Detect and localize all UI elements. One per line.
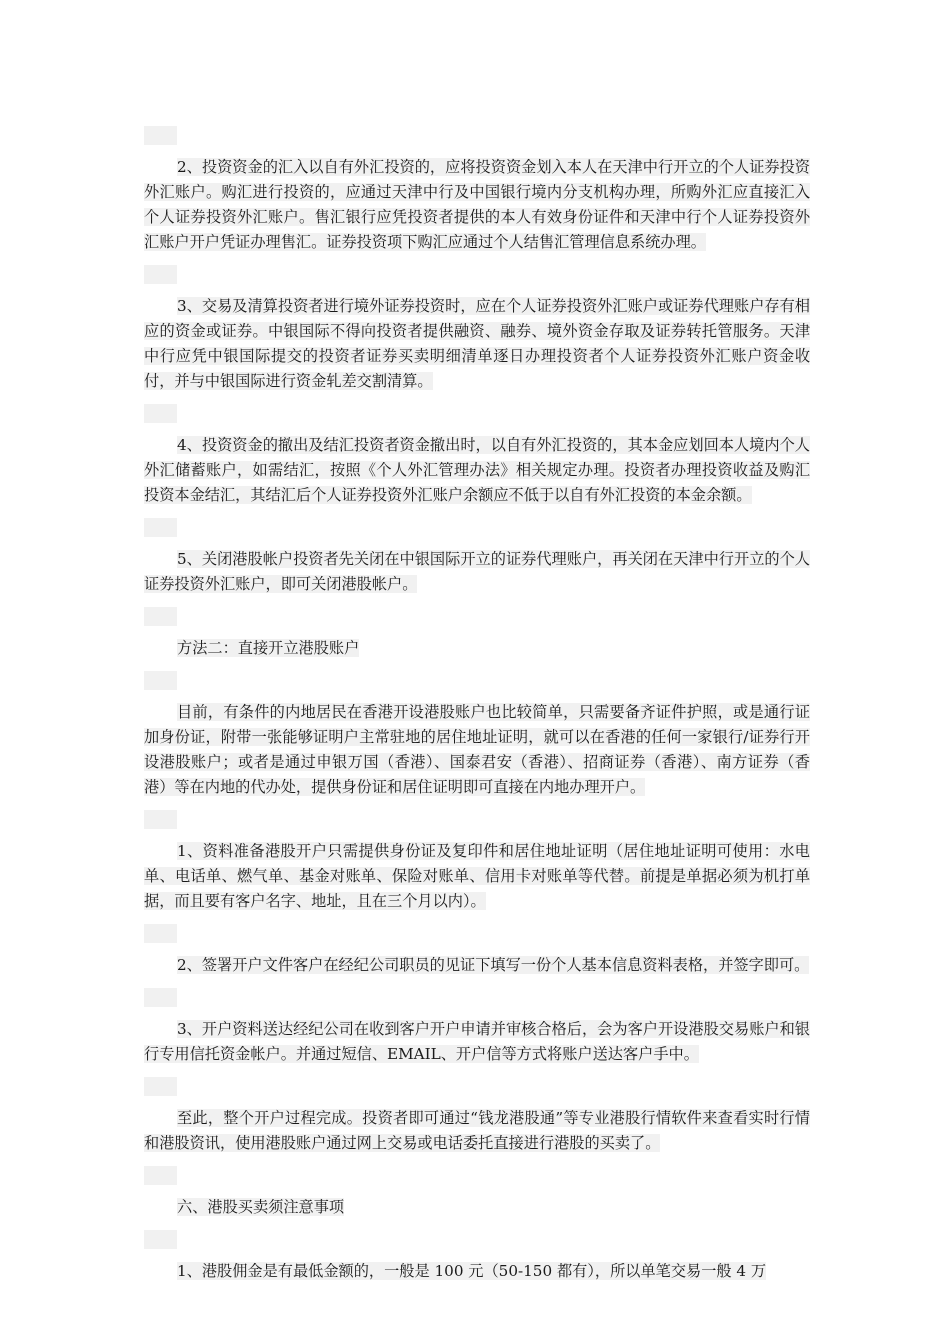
paragraph (144, 700, 810, 800)
paragraph-text: 4、投资资金的撤出及结汇投资者资金撤出时，以自有外汇投资的，其本金应划回本人境内个人外汇储蓄账户，如需结汇，按照《个人外汇管理办法》相关规定办理。投资者办理投资收益及购汇投资本金结汇，其结汇后个人证券投资外汇账户余额应不低于以自有外汇投资的本金余额。 (144, 436, 810, 504)
paragraph-text: 方法二：直接开立港股账户 (177, 639, 360, 657)
paragraph-text: 目前，有条件的内地居民在香港开设港股账户也比较简单，只需要备齐证件护照，或是通行证加身份证，附带一张能够证明户主常驻地的居住地址证明，就可以在香港的任何一家银行/证券行开设港股账户；或者是通过申银万国（香港）、国泰君安（香港）、招商证券（香港）、南方证券（香港）等在内地的代办处，提供身份证和居住证明即可直接在内地办理开户。 (144, 703, 810, 796)
paragraph (144, 1259, 810, 1284)
empty-line (144, 404, 177, 423)
paragraph-text: 1、资料准备港股开户只需提供身份证及复印件和居住地址证明（居住地址证明可使用：水电单、电话单、燃气单、基金对账单、保险对账单、信用卡对账单等代替。前提是单据必须为机打单据，而且要有客户名字、地址，且在三个月以内）。 (144, 842, 810, 910)
empty-line (144, 265, 177, 284)
empty-line (144, 988, 177, 1007)
paragraph (144, 1106, 810, 1156)
paragraph (144, 433, 810, 508)
paragraph (144, 1017, 810, 1067)
empty-line (144, 810, 177, 829)
empty-line (144, 607, 177, 626)
paragraph (144, 294, 810, 394)
paragraph-text: 3、交易及清算投资者进行境外证券投资时，应在个人证券投资外汇账户或证券代理账户存有相应的资金或证券。中银国际不得向投资者提供融资、融券、境外资金存取及证券转托管服务。天津中行应凭中银国际提交的投资者证券买卖明细清单逐日办理投资者个人证券投资外汇账户资金收付，并与中银国际进行资金轧差交割清算。 (144, 297, 810, 390)
paragraph (144, 839, 810, 914)
paragraph-text: 2、签署开户文件客户在经纪公司职员的见证下填写一份个人基本信息资料表格，并签字即可。 (177, 956, 810, 974)
empty-line (144, 126, 177, 145)
empty-line (144, 1230, 177, 1249)
paragraph (144, 547, 810, 597)
paragraph-text: 1、港股佣金是有最低金额的，一般是 100 元（50-150 都有），所以单笔交易一般 4 万 (177, 1262, 767, 1280)
document-page (144, 126, 810, 1294)
empty-line (144, 924, 177, 943)
paragraph-text: 3、开户资料送达经纪公司在收到客户开户申请并审核合格后，会为客户开设港股交易账户和银行专用信托资金帐户。并通过短信、EMAIL、开户信等方式将账户送达客户手中。 (144, 1020, 810, 1063)
empty-line (144, 1166, 177, 1185)
section-heading (144, 636, 810, 661)
empty-line (144, 1077, 177, 1096)
paragraph-text: 2、投资资金的汇入以自有外汇投资的，应将投资资金划入本人在天津中行开立的个人证券投资外汇账户。购汇进行投资的，应通过天津中行及中国银行境内分支机构办理，所购外汇应直接汇入个人证券投资外汇账户。售汇银行应凭投资者提供的本人有效身份证件和天津中行个人证券投资外汇账户开户凭证办理售汇。证券投资项下购汇应通过个人结售汇管理信息系统办理。 (144, 158, 810, 251)
section-heading (144, 1195, 810, 1220)
paragraph-text: 六、港股买卖须注意事项 (177, 1198, 345, 1216)
paragraph-text: 5、关闭港股帐户投资者先关闭在中银国际开立的证券代理账户，再关闭在天津中行开立的个人证券投资外汇账户，即可关闭港股帐户。 (144, 550, 810, 593)
empty-line (144, 671, 177, 690)
paragraph (144, 953, 810, 978)
empty-line (144, 518, 177, 537)
paragraph (144, 155, 810, 255)
paragraph-text: 至此，整个开户过程完成。投资者即可通过“钱龙港股通”等专业港股行情软件来查看实时行情和港股资讯，使用港股账户通过网上交易或电话委托直接进行港股的买卖了。 (144, 1109, 810, 1152)
